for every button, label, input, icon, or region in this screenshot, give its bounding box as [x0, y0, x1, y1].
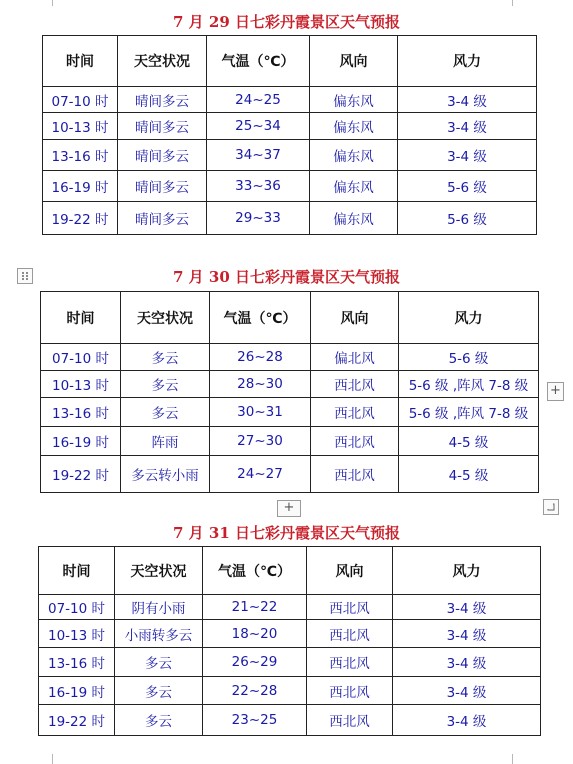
table-row	[43, 140, 537, 171]
table-row	[43, 202, 537, 235]
cell-wind-force: 5-6 级	[399, 344, 539, 371]
page-corner-top-right	[512, 0, 513, 6]
cell-wind-dir: 偏东风	[310, 87, 398, 113]
header-row	[41, 292, 539, 344]
cell-wind-force: 5-6 级 ,阵风 7-8 级	[399, 398, 539, 427]
add-row-button[interactable]	[277, 500, 301, 517]
header-row	[43, 36, 537, 87]
cell-wind-dir: 西北风	[307, 595, 393, 620]
header-time: 时间	[39, 547, 115, 595]
cell-time: 16-19 时	[41, 427, 121, 456]
header-time: 时间	[41, 292, 121, 344]
cell-wind-dir: 偏北风	[311, 344, 399, 371]
cell-temp: 25~34	[207, 113, 310, 140]
cell-time: 10-13 时	[41, 371, 121, 398]
table-row	[41, 371, 539, 398]
cell-wind-force: 3-4 级	[398, 113, 537, 140]
header-row	[39, 547, 541, 595]
cell-wind-force: 3-4 级	[393, 648, 541, 677]
page-corner-bottom-left	[52, 754, 53, 764]
table-row	[39, 595, 541, 620]
table-row	[39, 705, 541, 736]
plus-icon: +	[283, 500, 295, 515]
table-row	[41, 398, 539, 427]
header-wind-force: 风力	[399, 292, 539, 344]
cell-time: 16-19 时	[39, 677, 115, 705]
cell-wind-force: 5-6 级 ,阵风 7-8 级	[399, 371, 539, 398]
header-wind-dir: 风向	[310, 36, 398, 87]
cell-sky: 多云	[121, 344, 210, 371]
header-wind-dir: 风向	[311, 292, 399, 344]
cell-sky: 晴间多云	[118, 113, 207, 140]
cell-wind-force: 3-4 级	[398, 140, 537, 171]
table-row	[43, 87, 537, 113]
forecast-title-jul-30: 7 月 30 日七彩丹霞景区天气预报	[173, 268, 400, 286]
forecast-title-jul-31: 7 月 31 日七彩丹霞景区天气预报	[173, 524, 400, 542]
cell-time: 19-22 时	[39, 705, 115, 736]
page-corner-top-left	[52, 0, 53, 6]
cell-temp: 30~31	[210, 398, 311, 427]
table-resize-handle[interactable]	[543, 499, 559, 515]
header-temp: 气温（℃）	[210, 292, 311, 344]
cell-temp: 34~37	[207, 140, 310, 171]
cell-temp: 26~28	[210, 344, 311, 371]
header-temp: 气温（℃）	[203, 547, 307, 595]
forecast-table-jul-31	[38, 546, 541, 736]
cell-wind-dir: 西北风	[311, 427, 399, 456]
cell-temp: 24~25	[207, 87, 310, 113]
cell-temp: 33~36	[207, 171, 310, 202]
header-temp: 气温（℃）	[207, 36, 310, 87]
header-sky: 天空状况	[121, 292, 210, 344]
cell-temp: 28~30	[210, 371, 311, 398]
table-row	[41, 456, 539, 493]
cell-time: 13-16 时	[43, 140, 118, 171]
cell-wind-dir: 西北风	[311, 398, 399, 427]
header-wind-dir: 风向	[307, 547, 393, 595]
cell-temp: 26~29	[203, 648, 307, 677]
cell-temp: 21~22	[203, 595, 307, 620]
cell-time: 13-16 时	[39, 648, 115, 677]
resize-handle-icon	[544, 500, 558, 514]
cell-temp: 23~25	[203, 705, 307, 736]
header-wind-force: 风力	[393, 547, 541, 595]
cell-sky: 阴有小雨	[115, 595, 203, 620]
header-sky: 天空状况	[115, 547, 203, 595]
cell-temp: 24~27	[210, 456, 311, 493]
cell-time: 13-16 时	[41, 398, 121, 427]
table-row	[43, 171, 537, 202]
cell-wind-dir: 西北风	[307, 620, 393, 648]
cell-sky: 多云转小雨	[121, 456, 210, 493]
cell-time: 10-13 时	[43, 113, 118, 140]
forecast-title-jul-29: 7 月 29 日七彩丹霞景区天气预报	[173, 13, 400, 31]
cell-sky: 晴间多云	[118, 87, 207, 113]
table-row	[39, 620, 541, 648]
cell-temp: 27~30	[210, 427, 311, 456]
forecast-table-jul-29	[42, 35, 537, 235]
cell-wind-dir: 西北风	[307, 677, 393, 705]
cell-wind-dir: 偏东风	[310, 202, 398, 235]
table-row	[39, 677, 541, 705]
table-row	[41, 344, 539, 371]
cell-wind-dir: 偏东风	[310, 140, 398, 171]
cell-time: 16-19 时	[43, 171, 118, 202]
cell-wind-force: 4-5 级	[399, 456, 539, 493]
forecast-table-jul-30	[40, 291, 539, 493]
cell-time: 07-10 时	[41, 344, 121, 371]
cell-time: 19-22 时	[41, 456, 121, 493]
cell-temp: 18~20	[203, 620, 307, 648]
cell-wind-dir: 西北风	[307, 648, 393, 677]
header-sky: 天空状况	[118, 36, 207, 87]
cell-time: 07-10 时	[39, 595, 115, 620]
cell-temp: 22~28	[203, 677, 307, 705]
page-corner-bottom-right	[512, 754, 513, 764]
cell-wind-dir: 偏东风	[310, 113, 398, 140]
cell-sky: 多云	[121, 398, 210, 427]
table-row	[41, 427, 539, 456]
cell-wind-dir: 西北风	[311, 371, 399, 398]
header-time: 时间	[43, 36, 118, 87]
cell-wind-force: 4-5 级	[399, 427, 539, 456]
cell-sky: 多云	[115, 648, 203, 677]
cell-time: 19-22 时	[43, 202, 118, 235]
cell-time: 07-10 时	[43, 87, 118, 113]
cell-sky: 小雨转多云	[115, 620, 203, 648]
plus-icon: +	[550, 383, 561, 398]
cell-sky: 多云	[115, 677, 203, 705]
cell-sky: 晴间多云	[118, 140, 207, 171]
cell-time: 10-13 时	[39, 620, 115, 648]
cell-wind-force: 5-6 级	[398, 202, 537, 235]
table-row	[39, 648, 541, 677]
table-row	[43, 113, 537, 140]
cell-sky: 多云	[121, 371, 210, 398]
cell-wind-force: 3-4 级	[393, 677, 541, 705]
cell-wind-dir: 西北风	[307, 705, 393, 736]
cell-sky: 阵雨	[121, 427, 210, 456]
cell-wind-force: 3-4 级	[393, 705, 541, 736]
cell-wind-dir: 西北风	[311, 456, 399, 493]
cell-sky: 多云	[115, 705, 203, 736]
cell-wind-force: 3-4 级	[393, 595, 541, 620]
cell-sky: 晴间多云	[118, 171, 207, 202]
cell-sky: 晴间多云	[118, 202, 207, 235]
add-column-button[interactable]	[547, 382, 564, 401]
cell-wind-dir: 偏东风	[310, 171, 398, 202]
cell-temp: 29~33	[207, 202, 310, 235]
header-wind-force: 风力	[398, 36, 537, 87]
cell-wind-force: 3-4 级	[398, 87, 537, 113]
cell-wind-force: 5-6 级	[398, 171, 537, 202]
cell-wind-force: 3-4 级	[393, 620, 541, 648]
